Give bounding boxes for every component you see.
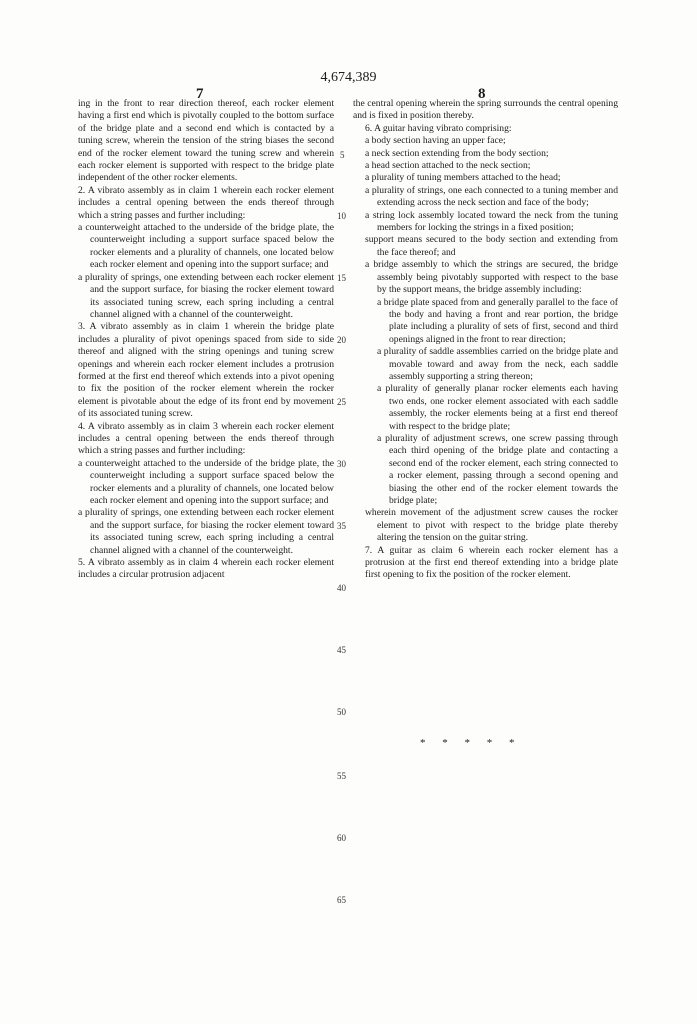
claim-3: 3. A vibrato assembly as in claim 1 wherein the bridge plate includes a plurality of pivot openings spaced from side to side thereof and aligned with the string openings and tuning screw openings and wherein each rocker element includes a protrusion formed at the first end thereof which extends into a pivot opening to fix the position of the rocker element wherein the rocker element is pivotable about the edge of its front end by movement of its associated tuning screw.	[78, 321, 334, 420]
line-number: 25	[337, 397, 346, 407]
claim-6-item-head: a head section attached to the neck section;	[365, 160, 531, 172]
left-text-column	[66, 98, 334, 582]
claim-2-item-springs: a plurality of springs, one extending between each rocker element and the support surface, for biasing the rocker element toward its associated tuning screw, each spring including a central channel aligned with a channel of the counterweight.	[78, 271, 334, 320]
line-number: 50	[337, 707, 346, 717]
line-number: 15	[337, 273, 346, 283]
claim-6-item-bridge: a bridge assembly to which the strings are secured, the bridge assembly being pivotably supported with respect to the base by the support means, the bridge assembly including:	[365, 259, 618, 296]
claim-4: 4. A vibrato assembly as in claim 3 wherein each rocker element includes a central opening between the ends thereof through which a string passes and further including:	[78, 420, 334, 457]
line-number: 55	[337, 771, 346, 781]
claim-6-subitem-screws: a plurality of adjustment screws, one screw passing through each third opening of the bridge plate and contacting a second end of the rocker element, each string connected to a rocker element, passing through a second opening and biasing the other end of the rocker element towards the bridge plate;	[377, 432, 618, 506]
claim-4-item-counterweight: a counterweight attached to the underside of the bridge plate, the counterweight including a support surface spaced below the rocker elements and a plurality of channels, one located below each rocker element and opening into the support surface; and	[78, 457, 334, 506]
column-number-left: 7	[196, 86, 204, 102]
claim-1-continuation: ing in the front to rear direction thereof, each rocker element having a first end which is pivotally coupled to the bottom surface of the bridge plate and a second end which is contacted by a tuning screw, wherein the tension of the string biases the second end of the rocker element toward the tuning screw and wherein each rocker element is supported with respect to the bridge plate independent of the other rocker elements.	[78, 98, 334, 184]
line-number: 5	[340, 150, 345, 160]
claim-6-item-wherein: wherein movement of the adjustment screw causes the rocker element to pivot with respect to the bridge plate thereby altering the tension on the guitar string.	[365, 507, 618, 544]
claim-6-item-body: a body section having an upper face;	[365, 135, 506, 147]
claim-5: 5. A vibrato assembly as in claim 4 wherein each rocker element includes a circular protrusion adjacent	[78, 557, 334, 581]
line-number: 30	[337, 459, 346, 469]
line-number: 65	[337, 895, 346, 905]
line-number: 40	[337, 583, 346, 593]
claim-6-item-tuning: a plurality of tuning members attached to the head;	[365, 172, 561, 184]
claim-2-item-counterweight: a counterweight attached to the underside of the bridge plate, the counterweight including a support surface spaced below the rocker elements and a plurality of channels, one located below each rocker element and opening into the support surface; and	[78, 222, 334, 271]
claim-6: 6. A guitar having vibrato comprising:	[365, 122, 512, 134]
line-number: 60	[337, 833, 346, 843]
claim-2: 2. A vibrato assembly as in claim 1 wherein each rocker element includes a central opening between the ends thereof through which a string passes and further including:	[78, 184, 334, 221]
line-number: 45	[337, 645, 346, 655]
claim-6-subitem-saddles: a plurality of saddle assemblies carried on the bridge plate and movable toward and away from the neck, each saddle assembly supporting a string thereon;	[377, 346, 618, 382]
claim-6-item-neck: a neck section extending from the body section;	[365, 147, 549, 159]
line-number: 10	[337, 211, 346, 221]
claim-7: 7. A guitar as claim 6 wherein each rocker element has a protrusion at the first end thereof extending into a bridge plate first opening to fix the position of the rocker element.	[365, 544, 618, 581]
claim-5-continuation: the central opening wherein the spring surrounds the central opening and is fixed in position thereby.	[353, 98, 618, 122]
right-text-column	[353, 98, 618, 582]
claim-6-subitem-rockers: a plurality of generally planar rocker elements each having two ends, one rocker element associated with each saddle assembly, the rocker elements being at a first end thereof with respect to the bridge plate;	[377, 383, 618, 432]
claim-6-item-support: support means secured to the body section and extending from the face thereof; and	[365, 234, 618, 258]
patent-number: 4,674,389	[320, 70, 377, 85]
claim-6-subitem-bridge-plate: a bridge plate spaced from and generally parallel to the face of the body and having a front and rear portion, the bridge plate including a plurality of sets of first, second and third openings aligned in the front to rear direction;	[377, 296, 618, 345]
end-marks: * * * * *	[420, 737, 522, 749]
column-number-right: 8	[478, 86, 486, 102]
claim-6-item-string-lock: a string lock assembly located toward the neck from the tuning members for locking the strings in a fixed position;	[365, 209, 618, 234]
claim-4-item-springs: a plurality of springs, one extending between each rocker element and the support surface, for biasing the rocker element toward its associated tuning screw, each spring including a central channel aligned with a channel of the counterweight.	[78, 507, 334, 556]
claim-6-item-strings: a plurality of strings, one each connected to a tuning member and extending across the neck section and face of the body;	[365, 184, 618, 209]
line-number: 35	[337, 521, 346, 531]
line-number: 20	[337, 335, 346, 345]
